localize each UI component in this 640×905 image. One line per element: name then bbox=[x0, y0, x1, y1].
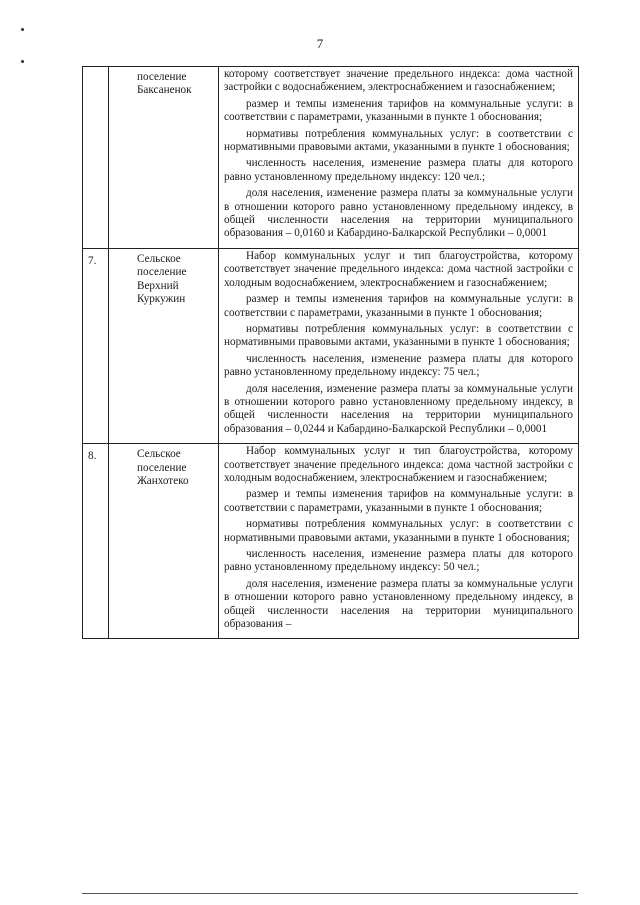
margin-mark bbox=[21, 28, 24, 31]
description-paragraph: нормативы потребления коммунальных услуг: в соответствии с нормативными правовыми актами, указанными в пункте 1 обоснования; bbox=[224, 322, 573, 349]
description-paragraph: которому соответствует значение предельного индекса: дома частной застройки с водоснабжением, электроснабжением и газоснабжением; bbox=[224, 68, 573, 94]
description-paragraph: размер и темпы изменения тарифов на коммунальные услуги: в соответствии с параметрами, указанными в пункте 1 обоснования; bbox=[224, 97, 573, 124]
settlement-name: поселение Баксаненок bbox=[109, 67, 219, 249]
description-paragraph: доля населения, изменение размера платы за коммунальные услуги в отношении которого равно установленному предельному индексу, в общей численности населения на территории муниципального образования – bbox=[224, 577, 573, 631]
page-bottom-rule bbox=[82, 893, 578, 894]
settlement-description bbox=[219, 248, 579, 443]
description-paragraph: размер и темпы изменения тарифов на коммунальные услуги: в соответствии с параметрами, указанными в пункте 1 обоснования; bbox=[224, 293, 573, 319]
description-paragraph: нормативы потребления коммунальных услуг: в соответствии с нормативными правовыми актами, указанными в пункте 1 обоснования; bbox=[224, 127, 573, 154]
description-paragraph: численность населения, изменение размера платы для которого равно установленному предельному индексу: 50 чел.; bbox=[224, 548, 573, 574]
table-row bbox=[83, 67, 579, 249]
description-paragraph: доля населения, изменение размера платы за коммунальные услуги в отношении которого равно установленному предельному индексу, в общей численности населения на территории муниципального образования – 0,0244 и Кабардино-Балкарской Республики – 0,0001 bbox=[224, 382, 573, 435]
margin-mark bbox=[21, 60, 24, 63]
description-paragraph: численность населения, изменение размера платы для которого равно установленному предельному индексу: 120 чел.; bbox=[224, 157, 573, 183]
settlement-name: Сельское поселение Верхний Куркужин bbox=[109, 248, 219, 443]
settlements-table bbox=[82, 66, 579, 639]
description-paragraph: численность населения, изменение размера платы для которого равно установленному предельному индексу: 75 чел.; bbox=[224, 352, 573, 379]
settlement-description bbox=[219, 67, 579, 249]
description-paragraph: доля населения, изменение размера платы за коммунальные услуги в отношении которого равно установленному предельному индексу, в общей численности населения на территории муниципального образования – 0,0160 и Кабардино-Балкарской Республики – 0,0001 bbox=[224, 187, 573, 240]
description-paragraph: размер и темпы изменения тарифов на коммунальные услуги: в соответствии с параметрами, указанными в пункте 1 обоснования; bbox=[224, 488, 573, 514]
description-paragraph: Набор коммунальных услуг и тип благоустройства, которому соответствует значение предельного индекса: дома частной застройки с холодным водоснабжением, электроснабжением и газоснабжением; bbox=[224, 445, 573, 484]
row-number: 7. bbox=[83, 248, 109, 443]
table-row bbox=[83, 444, 579, 639]
row-number: 8. bbox=[83, 444, 109, 639]
row-number bbox=[83, 67, 109, 249]
settlement-description bbox=[219, 444, 579, 639]
page-number: 7 bbox=[316, 36, 324, 51]
settlement-name: Сельское поселение Жанхотеко bbox=[109, 444, 219, 639]
table-row bbox=[83, 248, 579, 443]
description-paragraph: Набор коммунальных услуг и тип благоустройства, которому соответствует значение предельного индекса: дома частной застройки с холодным водоснабжением, электроснабжением и газоснабжением; bbox=[224, 249, 573, 289]
description-paragraph: нормативы потребления коммунальных услуг: в соответствии с нормативными правовыми актами, указанными в пункте 1 обоснования; bbox=[224, 518, 573, 544]
